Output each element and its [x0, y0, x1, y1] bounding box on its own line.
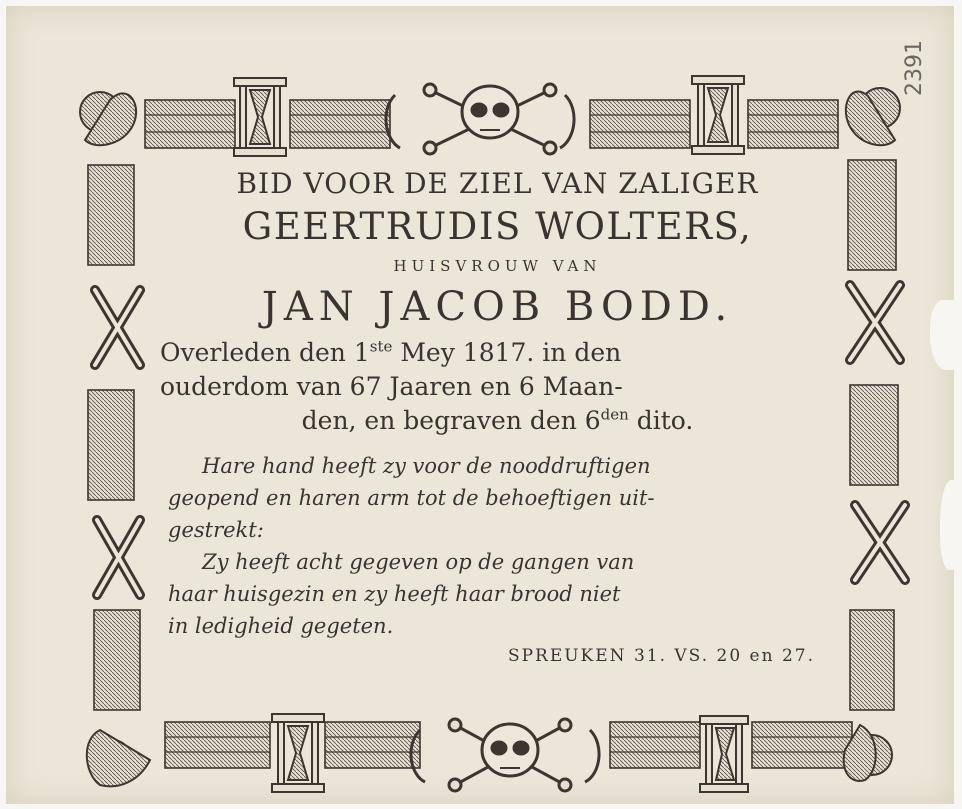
- hourglass-icon-3: [272, 714, 324, 792]
- husband-name: JAN JACOB BODD.: [261, 284, 734, 330]
- verse-line: haar huisgezin en zy heeft haar brood niet: [168, 582, 621, 606]
- verse-line: Zy heeft acht gegeven op de gangen van: [202, 550, 635, 574]
- card-text: [160, 166, 835, 666]
- top-bar-left: [145, 100, 235, 148]
- bible-verse: [160, 450, 835, 642]
- left-column-2: [88, 390, 134, 500]
- bottom-bar-left: [165, 722, 270, 768]
- archive-number: 2391: [902, 40, 927, 96]
- cherub-icon-top-left: [80, 92, 136, 145]
- skull-and-crossbones-icon-2: [411, 719, 599, 791]
- verse-reference: SPREUKEN 31. VS. 20 en 27.: [507, 646, 815, 666]
- hourglass-icon-4: [700, 716, 748, 792]
- cherub-icon-bottom-left: [87, 730, 150, 786]
- right-column-1: [848, 160, 896, 270]
- skull-and-crossbones-icon: [386, 84, 574, 154]
- age-line: ouderdom van 67 Jaaren en 6 Maan-: [160, 372, 623, 401]
- bottom-bar-mid-right: [610, 722, 700, 768]
- relation-label: HUISVROUW VAN: [393, 257, 602, 275]
- bottom-bar-right: [752, 722, 852, 768]
- left-column-1: [88, 165, 134, 265]
- left-column-3: [94, 610, 140, 710]
- burial-line: den, en begraven den $6^{den}$ dito.: [301, 405, 694, 435]
- verse-line: in ledigheid gegeten.: [168, 614, 394, 638]
- top-bar-mid-left: [290, 100, 390, 148]
- death-details: [160, 336, 835, 438]
- deceased-name: GEERTRUDIS WOLTERS,: [242, 205, 753, 248]
- verse-line: gestrekt:: [168, 518, 264, 542]
- right-column-2: [850, 385, 898, 485]
- death-date-line: Overleden den 1ste Mey 1817. in den: [160, 337, 622, 367]
- verse-line: geopend en haren arm tot de behoeftigen uit-: [168, 486, 655, 510]
- cherub-icon-top-right: [846, 88, 900, 145]
- verse-line: Hare hand heeft zy voor de nooddruftigen: [202, 454, 651, 478]
- top-bar-mid-right: [590, 100, 690, 148]
- hourglass-icon: [234, 78, 286, 156]
- top-bar-right: [748, 100, 838, 148]
- hourglass-icon-2: [692, 76, 744, 154]
- bottom-bar-mid-left: [325, 722, 420, 768]
- prayer-heading: BID VOOR DE ZIEL VAN ZALIGER: [236, 167, 759, 200]
- right-column-3: [850, 610, 894, 710]
